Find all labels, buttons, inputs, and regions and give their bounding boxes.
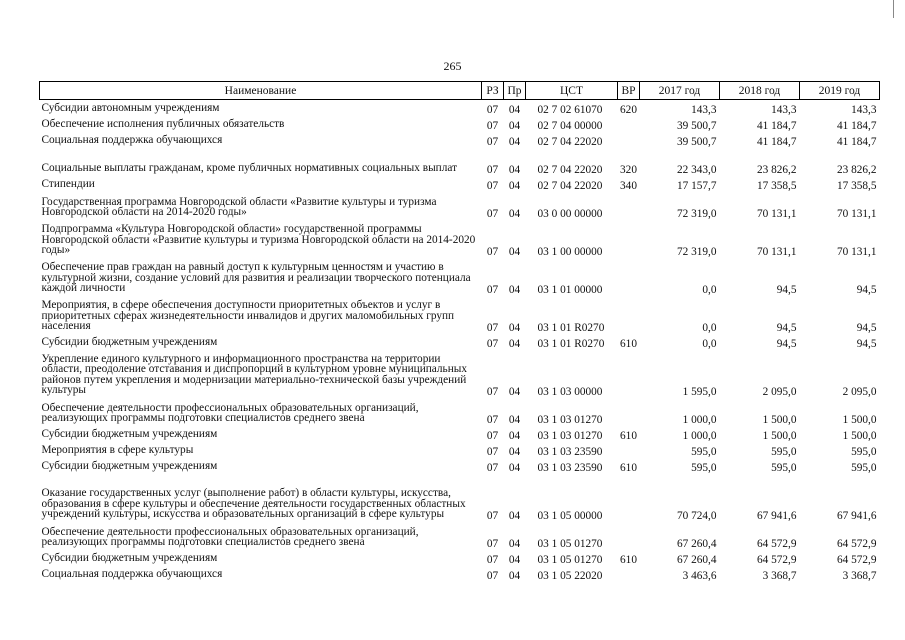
row-rz: 07 (486, 337, 499, 350)
table-row (40, 296, 880, 334)
row-rz: 07 (486, 245, 499, 258)
row-rz: 07 (486, 179, 499, 192)
row-name: Социальная поддержка обучающихся (41, 568, 223, 580)
row-2018: 2 095,0 (762, 385, 797, 398)
row-2017: 72 319,0 (676, 207, 717, 220)
row-rz: 07 (486, 509, 499, 522)
row-2019: 94,5 (856, 283, 877, 296)
row-cst: 03 1 03 23590 (537, 445, 603, 458)
row-2017: 1 595,0 (682, 385, 717, 398)
row-pr: 04 (508, 103, 521, 116)
row-cst: 03 1 03 01270 (537, 429, 603, 442)
row-cst: 03 1 03 00000 (537, 385, 603, 398)
row-2019: 70 131,1 (836, 245, 877, 258)
row-vr (618, 296, 640, 334)
row-2017: 1 000,0 (682, 413, 717, 426)
row-rz: 07 (486, 283, 499, 296)
row-pr: 04 (508, 321, 521, 334)
row-2018: 94,5 (776, 337, 797, 350)
row-cst: 03 1 05 22020 (537, 569, 603, 582)
page-number: 265 (443, 59, 462, 73)
row-2018: 41 184,7 (756, 135, 797, 148)
row-2017: 17 157,7 (676, 179, 717, 192)
row-rz: 07 (486, 321, 499, 334)
row-vr: 610 (620, 553, 637, 566)
table-row (40, 550, 880, 566)
page-edge-mark (893, 0, 894, 18)
row-pr: 04 (508, 569, 521, 582)
row-2019: 70 131,1 (836, 207, 877, 220)
row-pr: 04 (508, 461, 521, 474)
row-pr: 04 (508, 179, 521, 192)
row-2018: 23 826,2 (756, 163, 797, 176)
row-rz: 07 (486, 207, 499, 220)
row-2017: 39 500,7 (676, 135, 717, 148)
row-pr: 04 (508, 445, 521, 458)
row-rz: 07 (486, 537, 499, 550)
row-name: Обеспечение деятельности профессиональных образовательных организаций, реализующих программы подготовки специалистов среднего звена (41, 525, 419, 548)
row-name: Оказание государственных услуг (выполнение работ) в области культуры, искусства, образования в сфере культуры и обеспечение деятельности государственных областных учреждений культуры, искусства и образовательных организаций в сфере культуры (41, 487, 466, 520)
header-pr: Пр (504, 82, 526, 100)
row-2019: 64 572,9 (836, 553, 877, 566)
row-name: Мероприятия в сфере культуры (41, 444, 194, 456)
row-cst: 03 1 01 R0270 (537, 321, 605, 334)
table-row (40, 148, 880, 176)
row-cst: 02 7 04 00000 (537, 119, 603, 132)
row-rz: 07 (486, 445, 499, 458)
row-cst: 03 1 05 01270 (537, 537, 603, 550)
table-row (40, 442, 880, 458)
row-vr: 320 (620, 163, 637, 176)
row-2018: 3 368,7 (762, 569, 797, 582)
row-2019: 64 572,9 (836, 537, 877, 550)
row-2019: 595,0 (851, 445, 877, 458)
header-2018: 2018 год (720, 82, 800, 100)
row-2018: 94,5 (776, 321, 797, 334)
row-2019: 94,5 (856, 337, 877, 350)
row-rz: 07 (486, 413, 499, 426)
table-row (40, 350, 880, 398)
row-vr (618, 132, 640, 148)
row-2018: 595,0 (771, 445, 797, 458)
row-rz: 07 (486, 135, 499, 148)
row-cst: 03 1 01 00000 (537, 283, 603, 296)
row-cst: 02 7 02 61070 (537, 103, 603, 116)
row-2018: 1 500,0 (762, 429, 797, 442)
row-name: Социальная поддержка обучающихся (41, 134, 223, 146)
row-vr (618, 220, 640, 258)
header-2017: 2017 год (640, 82, 720, 100)
row-pr: 04 (508, 119, 521, 132)
row-rz: 07 (486, 119, 499, 132)
row-pr: 04 (508, 413, 521, 426)
row-vr: 610 (620, 337, 637, 350)
row-2019: 2 095,0 (842, 385, 877, 398)
row-2018: 1 500,0 (762, 413, 797, 426)
table-row (40, 116, 880, 132)
row-name: Обеспечение исполнения публичных обязательств (41, 118, 285, 130)
row-2019: 17 358,5 (836, 179, 877, 192)
row-vr: 610 (620, 429, 637, 442)
row-cst: 03 1 05 00000 (537, 509, 603, 522)
table-row (40, 258, 880, 296)
row-2018: 64 572,9 (756, 537, 797, 550)
row-name: Укрепление единого культурного и информационного пространства на территории области, преодоление отставания и диспропорций в культурном уровне муниципальных районов путем укрепления и модернизации материально-технической базы учреждений культуры (41, 352, 467, 396)
row-2019: 1 500,0 (842, 429, 877, 442)
row-rz: 07 (486, 163, 499, 176)
table-header-row (40, 82, 880, 100)
row-cst: 03 1 01 R0270 (537, 337, 605, 350)
row-2017: 70 724,0 (676, 509, 717, 522)
row-2018: 94,5 (776, 283, 797, 296)
row-vr: 610 (620, 461, 637, 474)
row-2018: 595,0 (771, 461, 797, 474)
row-name: Стипендии (41, 178, 95, 190)
row-2019: 23 826,2 (836, 163, 877, 176)
row-cst: 02 7 04 22020 (537, 135, 603, 148)
row-rz: 07 (486, 385, 499, 398)
row-2018: 41 184,7 (756, 119, 797, 132)
header-vr: ВР (618, 82, 640, 100)
row-2019: 41 184,7 (836, 119, 877, 132)
row-2018: 64 572,9 (756, 553, 797, 566)
row-vr (618, 116, 640, 132)
row-pr: 04 (508, 429, 521, 442)
row-name: Социальные выплаты гражданам, кроме публичных нормативных социальных выплат (41, 162, 458, 174)
row-2019: 94,5 (856, 321, 877, 334)
row-2017: 0,0 (702, 321, 717, 334)
row-rz: 07 (486, 103, 499, 116)
header-cst: ЦСТ (526, 82, 618, 100)
row-rz: 07 (486, 553, 499, 566)
table-row (40, 132, 880, 148)
row-vr (618, 398, 640, 426)
row-cst: 02 7 04 22020 (537, 163, 603, 176)
row-2019: 595,0 (851, 461, 877, 474)
row-2017: 67 260,4 (676, 553, 717, 566)
row-rz: 07 (486, 429, 499, 442)
budget-table (39, 81, 880, 582)
table-row (40, 566, 880, 582)
table-row (40, 398, 880, 426)
row-rz: 07 (486, 461, 499, 474)
row-name: Обеспечение прав граждан на равный доступ к культурным ценностям и участию в культурной жизни, создание условий для развития и реализации творческого потенциала каждой личности (41, 261, 471, 294)
row-vr (618, 350, 640, 398)
row-pr: 04 (508, 553, 521, 566)
row-cst: 03 1 03 23590 (537, 461, 603, 474)
row-2019: 67 941,6 (836, 509, 877, 522)
row-2017: 22 343,0 (676, 163, 717, 176)
row-name: Субсидии бюджетным учреждениям (41, 428, 218, 440)
row-2019: 1 500,0 (842, 413, 877, 426)
row-pr: 04 (508, 537, 521, 550)
row-cst: 03 1 03 01270 (537, 413, 603, 426)
row-rz: 07 (486, 569, 499, 582)
row-vr (618, 566, 640, 582)
row-cst: 03 1 00 00000 (537, 245, 603, 258)
table-row (40, 192, 880, 220)
row-vr (618, 522, 640, 550)
header-rz: РЗ (482, 82, 504, 100)
row-vr: 340 (620, 179, 637, 192)
row-pr: 04 (508, 385, 521, 398)
row-name: Обеспечение деятельности профессиональных образовательных организаций, реализующих программы подготовки специалистов среднего звена (41, 401, 419, 424)
row-pr: 04 (508, 135, 521, 148)
row-2019: 41 184,7 (836, 135, 877, 148)
row-vr (618, 442, 640, 458)
row-name: Субсидии автономным учреждениям (41, 102, 220, 114)
row-2017: 595,0 (691, 445, 717, 458)
header-name: Наименование (40, 82, 482, 100)
table-row (40, 458, 880, 474)
row-2017: 67 260,4 (676, 537, 717, 550)
row-2017: 595,0 (691, 461, 717, 474)
row-2017: 0,0 (702, 283, 717, 296)
row-pr: 04 (508, 163, 521, 176)
row-2018: 70 131,1 (756, 207, 797, 220)
table-row (40, 334, 880, 350)
row-2017: 3 463,6 (682, 569, 717, 582)
row-pr: 04 (508, 509, 521, 522)
row-cst: 02 7 04 22020 (537, 179, 603, 192)
table-row (40, 426, 880, 442)
row-pr: 04 (508, 207, 521, 220)
row-pr: 04 (508, 283, 521, 296)
table-row (40, 100, 880, 116)
row-name: Субсидии бюджетным учреждениям (41, 460, 218, 472)
row-name: Подпрограмма «Культура Новгородской области» государственной программы Новгородской области «Развитие культуры и туризма Новгородской области на 2014-2020 годы» (41, 223, 476, 256)
row-2019: 3 368,7 (842, 569, 877, 582)
row-name: Государственная программа Новгородской области «Развитие культуры и туризма Новгородской области на 2014-2020 годы» (41, 195, 437, 218)
row-2017: 0,0 (702, 337, 717, 350)
row-2018: 17 358,5 (756, 179, 797, 192)
row-2018: 70 131,1 (756, 245, 797, 258)
row-2017: 72 319,0 (676, 245, 717, 258)
row-vr (618, 258, 640, 296)
row-vr (618, 474, 640, 522)
row-2017: 143,3 (691, 103, 717, 116)
row-name: Мероприятия, в сфере обеспечения доступности приоритетных объектов и услуг в приоритетных сферах жизнедеятельности инвалидов и других маломобильных групп населения (41, 299, 455, 332)
table-row (40, 176, 880, 192)
row-pr: 04 (508, 245, 521, 258)
header-2019: 2019 год (800, 82, 880, 100)
row-pr: 04 (508, 337, 521, 350)
row-name: Субсидии бюджетным учреждениям (41, 336, 218, 348)
row-name: Субсидии бюджетным учреждениям (41, 552, 218, 564)
row-2017: 39 500,7 (676, 119, 717, 132)
row-cst: 03 0 00 00000 (537, 207, 603, 220)
table-row (40, 522, 880, 550)
table-row (40, 220, 880, 258)
row-2017: 1 000,0 (682, 429, 717, 442)
row-2018: 67 941,6 (756, 509, 797, 522)
table-row (40, 474, 880, 522)
row-2019: 143,3 (851, 103, 877, 116)
row-cst: 03 1 05 01270 (537, 553, 603, 566)
row-vr: 620 (620, 103, 637, 116)
row-vr (618, 192, 640, 220)
row-2018: 143,3 (771, 103, 797, 116)
